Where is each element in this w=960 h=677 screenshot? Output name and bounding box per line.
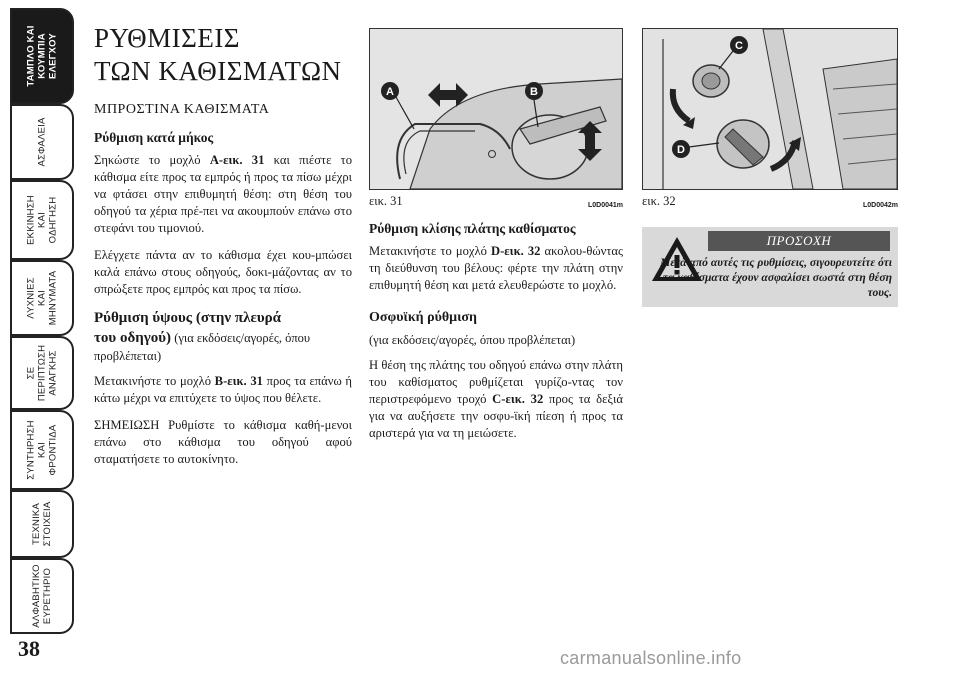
fig32-code: L0D0042m — [862, 202, 898, 209]
tab-emergency[interactable]: ΣΕ ΠΕΡΙΠΤΩΣΗ ΑΝΑΓΚΗΣ — [10, 336, 74, 410]
column-1 — [94, 22, 352, 478]
figure-31-seat-levers — [369, 28, 623, 190]
paragraph-check-lock: Ελέγχετε πάντα αν το κάθισμα έχει κου-μπώσει καλά επάνω στους οδηγούς, δοκι-μάζοντας αν το σπρώξετε προς εμπρός και προς τα πίσω. — [94, 248, 352, 296]
fig32-label-c: C — [735, 40, 743, 52]
paragraph-length-adjust: Σηκώστε το μοχλό A-εικ. 31 και πιέστε το κάθισμα είτε προς τα εμπρός ή προς τα πίσω μέχρι να φτάσει στην επιθυμητή θέση: στη θέση του οδηγού τα χέρια πρέ-πει να ακουμπούν επάνω στο στεφάνι του τιμονιού. — [94, 153, 352, 235]
subheading-height-adjust: Ρύθμιση ύψους (στην πλευρά του οδηγού) (για εκδόσεις/αγορές, όπου — [94, 310, 311, 346]
tab-dashboard-controls[interactable]: ΤΑΜΠΛΟ ΚΑΙ ΚΟΥΜΠΙΑ ΕΛΕΓΧΟΥ — [10, 8, 74, 104]
fig32-caption: εικ. 32 — [642, 194, 676, 208]
tab-maintenance[interactable]: ΣΥΝΤΗΡΗΣΗ ΚΑΙ ΦΡΟΝΤΙΔΑ — [10, 410, 74, 490]
paragraph-backrest: Μετακινήστε το μοχλό D-εικ. 32 ακολου-θώντας τη διεύθυνση του βέλους: φέρτε την πλάτη στην επιθυμητή θέση και μετά ελευθερώστε το μοχλό. — [369, 244, 623, 292]
height-adjust-note: προβλέπεται) — [94, 349, 162, 363]
figure-32-seat-knobs — [642, 28, 898, 190]
subheading-backrest: Ρύθμιση κλίσης πλάτης καθίσματος — [369, 221, 576, 236]
tab-safety[interactable]: ΑΣΦΑΛΕΙΑ — [10, 104, 74, 180]
seat-knob-illustration — [643, 29, 897, 189]
chapter-sidebar — [10, 8, 74, 628]
tab-technical-data[interactable]: ΤΕΧΝΙΚΑ ΣΤΟΙΧΕΙΑ — [10, 490, 74, 558]
warning-box — [642, 227, 898, 307]
paragraph-height-adjust: Μετακινήστε το μοχλό B-εικ. 31 προς τα επάνω ή κάτω μέχρι να επιτύχετε το ύψος που θέλετε. — [94, 374, 352, 405]
seat-lever-illustration — [370, 29, 622, 189]
page-title: ΡΥΘΜΙΣΕΙΣ ΤΩΝ ΚΑΘΙΣΜΑΤΩΝ — [94, 23, 342, 86]
fig32-label-d: D — [677, 144, 685, 156]
fig31-code: L0D0041m — [587, 202, 623, 209]
column-3 — [642, 28, 898, 307]
watermark: carmanualsonline.info — [560, 648, 742, 668]
lumbar-note: (για εκδόσεις/αγορές, όπου προβλέπεται) — [369, 333, 576, 347]
fig31-label-b: B — [530, 86, 538, 98]
warning-text: Μετά από αυτές τις ρυθμίσεις, σιγουρευτείτε ότι τα καθίσματα έχουν ασφαλίσει σωστά στη θέση τους. — [660, 256, 892, 299]
tab-starting-driving[interactable]: ΕΚΚΙΝΗΣΗ ΚΑΙ ΟΔΗΓΗΣΗ — [10, 180, 74, 260]
tab-warning-lights[interactable]: ΛΥΧΝΙΕΣ ΚΑΙ ΜΗΝΥΜΑΤΑ — [10, 260, 74, 336]
column-2 — [369, 28, 623, 452]
section-heading: ΜΠΡΟΣΤΙΝΑ ΚΑΘΙΣΜΑΤΑ — [94, 102, 270, 117]
warning-title: ΠΡΟΣΟΧΗ — [708, 231, 890, 251]
page-number: 38 — [18, 636, 40, 661]
fig31-caption: εικ. 31 — [369, 194, 403, 208]
subheading-lumbar: Οσφυϊκή ρύθμιση — [369, 310, 477, 325]
paragraph-lumbar: Η θέση της πλάτης του οδηγού επάνω στην πλάτη του καθίσματος ρυθμίζεται γυρίζο-ντας τον περιστρεφόμενο τροχό C-εικ. 32 προς τα δεξιά για να αυξήσετε την οσφυ-ϊκή πίεση ή προς τα αριστερά για να τη μειώσετε. — [369, 358, 623, 440]
fig31-label-a: A — [386, 86, 394, 98]
paragraph-note: ΣΗΜΕΙΩΣΗ Ρυθμίστε το κάθισμα καθή-μενοι επάνω στο κάθισμα του οδηγού αφού σταματήσετε το αυτοκίνητο. — [94, 418, 352, 466]
tab-index[interactable]: ΑΛΦΑΒΗΤΙΚΟ ΕΥΡΕΤΗΡΙΟ — [10, 558, 74, 634]
subheading-length-adjust: Ρύθμιση κατά μήκος — [94, 130, 214, 145]
